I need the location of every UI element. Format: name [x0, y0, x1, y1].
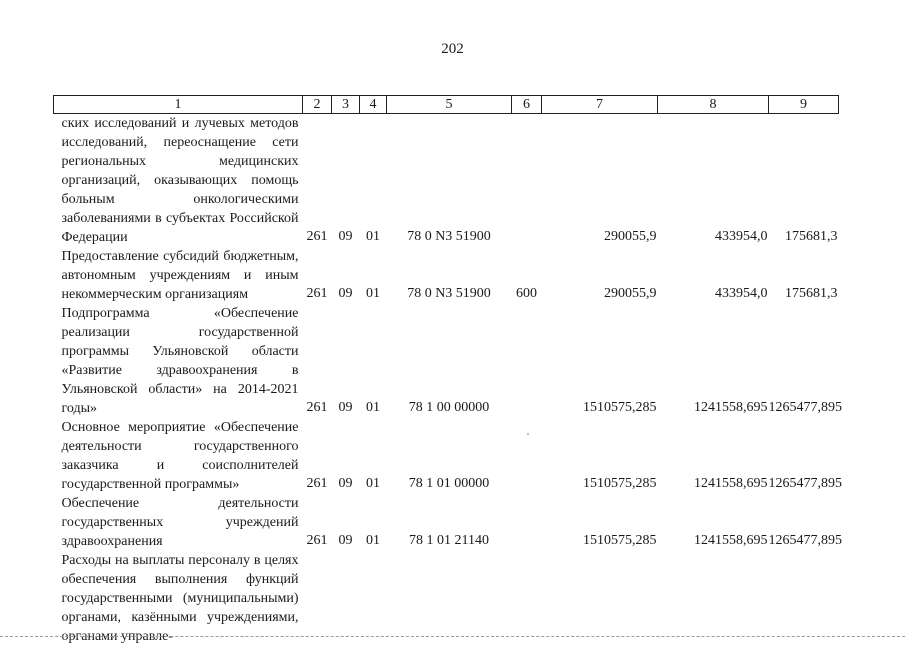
column-header: 5 [387, 96, 512, 114]
column-header: 9 [769, 96, 839, 114]
cell-amount-col7: 1510575,285 [583, 400, 657, 415]
row-name: ских исследований и лучевых методов исследований, переоснащение сети региональных медицинских организаций, оказывающих помощь больным онкологическими заболеваниями в субъектах Российской Федерации [61, 116, 299, 245]
cell-subsection [360, 551, 387, 646]
cell-target-article: 78 1 01 00000 [408, 476, 490, 491]
cell-expense-type [512, 418, 542, 494]
cell-target-article [387, 551, 512, 646]
cell-ministry: 261 [306, 533, 328, 548]
cell-section: 09 [338, 229, 353, 244]
column-header: 1 [54, 96, 303, 114]
table-row [54, 304, 839, 418]
cell-amount-col8: 1241558,695 [694, 533, 768, 548]
row-name: Расходы на выплаты персоналу в целях обеспечения выполнения функций государственными (муниципальными) органами, казёнными учреждениями, органами управле- [61, 553, 299, 644]
cell-amount-col9: 175681,3 [785, 286, 838, 301]
cell-ministry: 261 [306, 400, 328, 415]
table-row [54, 551, 839, 646]
cell-subsection: 01 [366, 229, 380, 244]
column-header: 4 [360, 96, 387, 114]
cell-amount-col9: 1265477,895 [768, 400, 842, 415]
cell-expense-type: 600 [516, 286, 537, 301]
row-name: Основное мероприятие «Обеспечение деятельности государственного заказчика и соисполнителей государственной программы» [61, 420, 299, 492]
cell-target-article: 78 1 00 00000 [408, 400, 490, 415]
cell-amount-col8: 433954,0 [715, 229, 768, 244]
cell-amount-col7: 290055,9 [604, 286, 657, 301]
column-header: 6 [512, 96, 542, 114]
cell-amount-col8 [658, 551, 769, 646]
table-row [54, 418, 839, 494]
cell-ministry: 261 [306, 229, 328, 244]
cell-amount-col8: 1241558,695 [694, 400, 768, 415]
cell-expense-type [512, 494, 542, 551]
cell-section: 09 [338, 476, 353, 491]
cell-expense-type [512, 304, 542, 418]
row-name: Предоставление субсидий бюджетным, автономным учреждениям и иным некоммерческим организациям [61, 249, 299, 302]
cell-amount-col9: 175681,3 [785, 229, 838, 244]
cell-amount-col7: 1510575,285 [583, 476, 657, 491]
table-row [54, 114, 839, 248]
column-header: 7 [542, 96, 658, 114]
cell-subsection: 01 [366, 476, 380, 491]
cell-amount-col7: 1510575,285 [583, 533, 657, 548]
cell-section: 09 [338, 286, 353, 301]
row-name: Обеспечение деятельности государственных учреждений здравоохранения [61, 496, 299, 549]
column-header: 3 [332, 96, 360, 114]
cell-target-article: 78 0 N3 51900 [407, 229, 491, 244]
budget-table [53, 95, 842, 646]
cell-expense-type [512, 114, 542, 248]
cell-amount-col8: 1241558,695 [694, 476, 768, 491]
cell-amount-col7 [542, 551, 658, 646]
cell-amount-col8: 433954,0 [715, 286, 768, 301]
cell-amount-col9: 1265477,895 [768, 533, 842, 548]
column-header: 2 [303, 96, 332, 114]
cell-amount-col9 [769, 551, 839, 646]
table-row [54, 247, 839, 304]
cell-ministry [303, 551, 332, 646]
scan-speck [527, 433, 529, 435]
row-name: Подпрограмма «Обеспечение реализации государственной программы Ульяновской области «Развитие здравоохранения в Ульяновской области» на 2014-2021 годы» [61, 306, 299, 416]
cell-ministry: 261 [306, 476, 328, 491]
cell-target-article: 78 0 N3 51900 [407, 286, 491, 301]
cell-section [332, 551, 360, 646]
scan-edge-artifact [0, 636, 905, 637]
cell-section: 09 [338, 400, 353, 415]
cell-amount-col9: 1265477,895 [768, 476, 842, 491]
cell-target-article: 78 1 01 21140 [409, 533, 489, 548]
table-header-row [54, 96, 839, 114]
table-row [54, 494, 839, 551]
cell-subsection: 01 [366, 286, 380, 301]
cell-expense-type [512, 551, 542, 646]
page-number: 202 [441, 41, 464, 57]
cell-section: 09 [338, 533, 353, 548]
cell-amount-col7: 290055,9 [604, 229, 657, 244]
column-header: 8 [658, 96, 769, 114]
cell-subsection: 01 [366, 400, 380, 415]
cell-ministry: 261 [306, 286, 328, 301]
cell-subsection: 01 [366, 533, 380, 548]
